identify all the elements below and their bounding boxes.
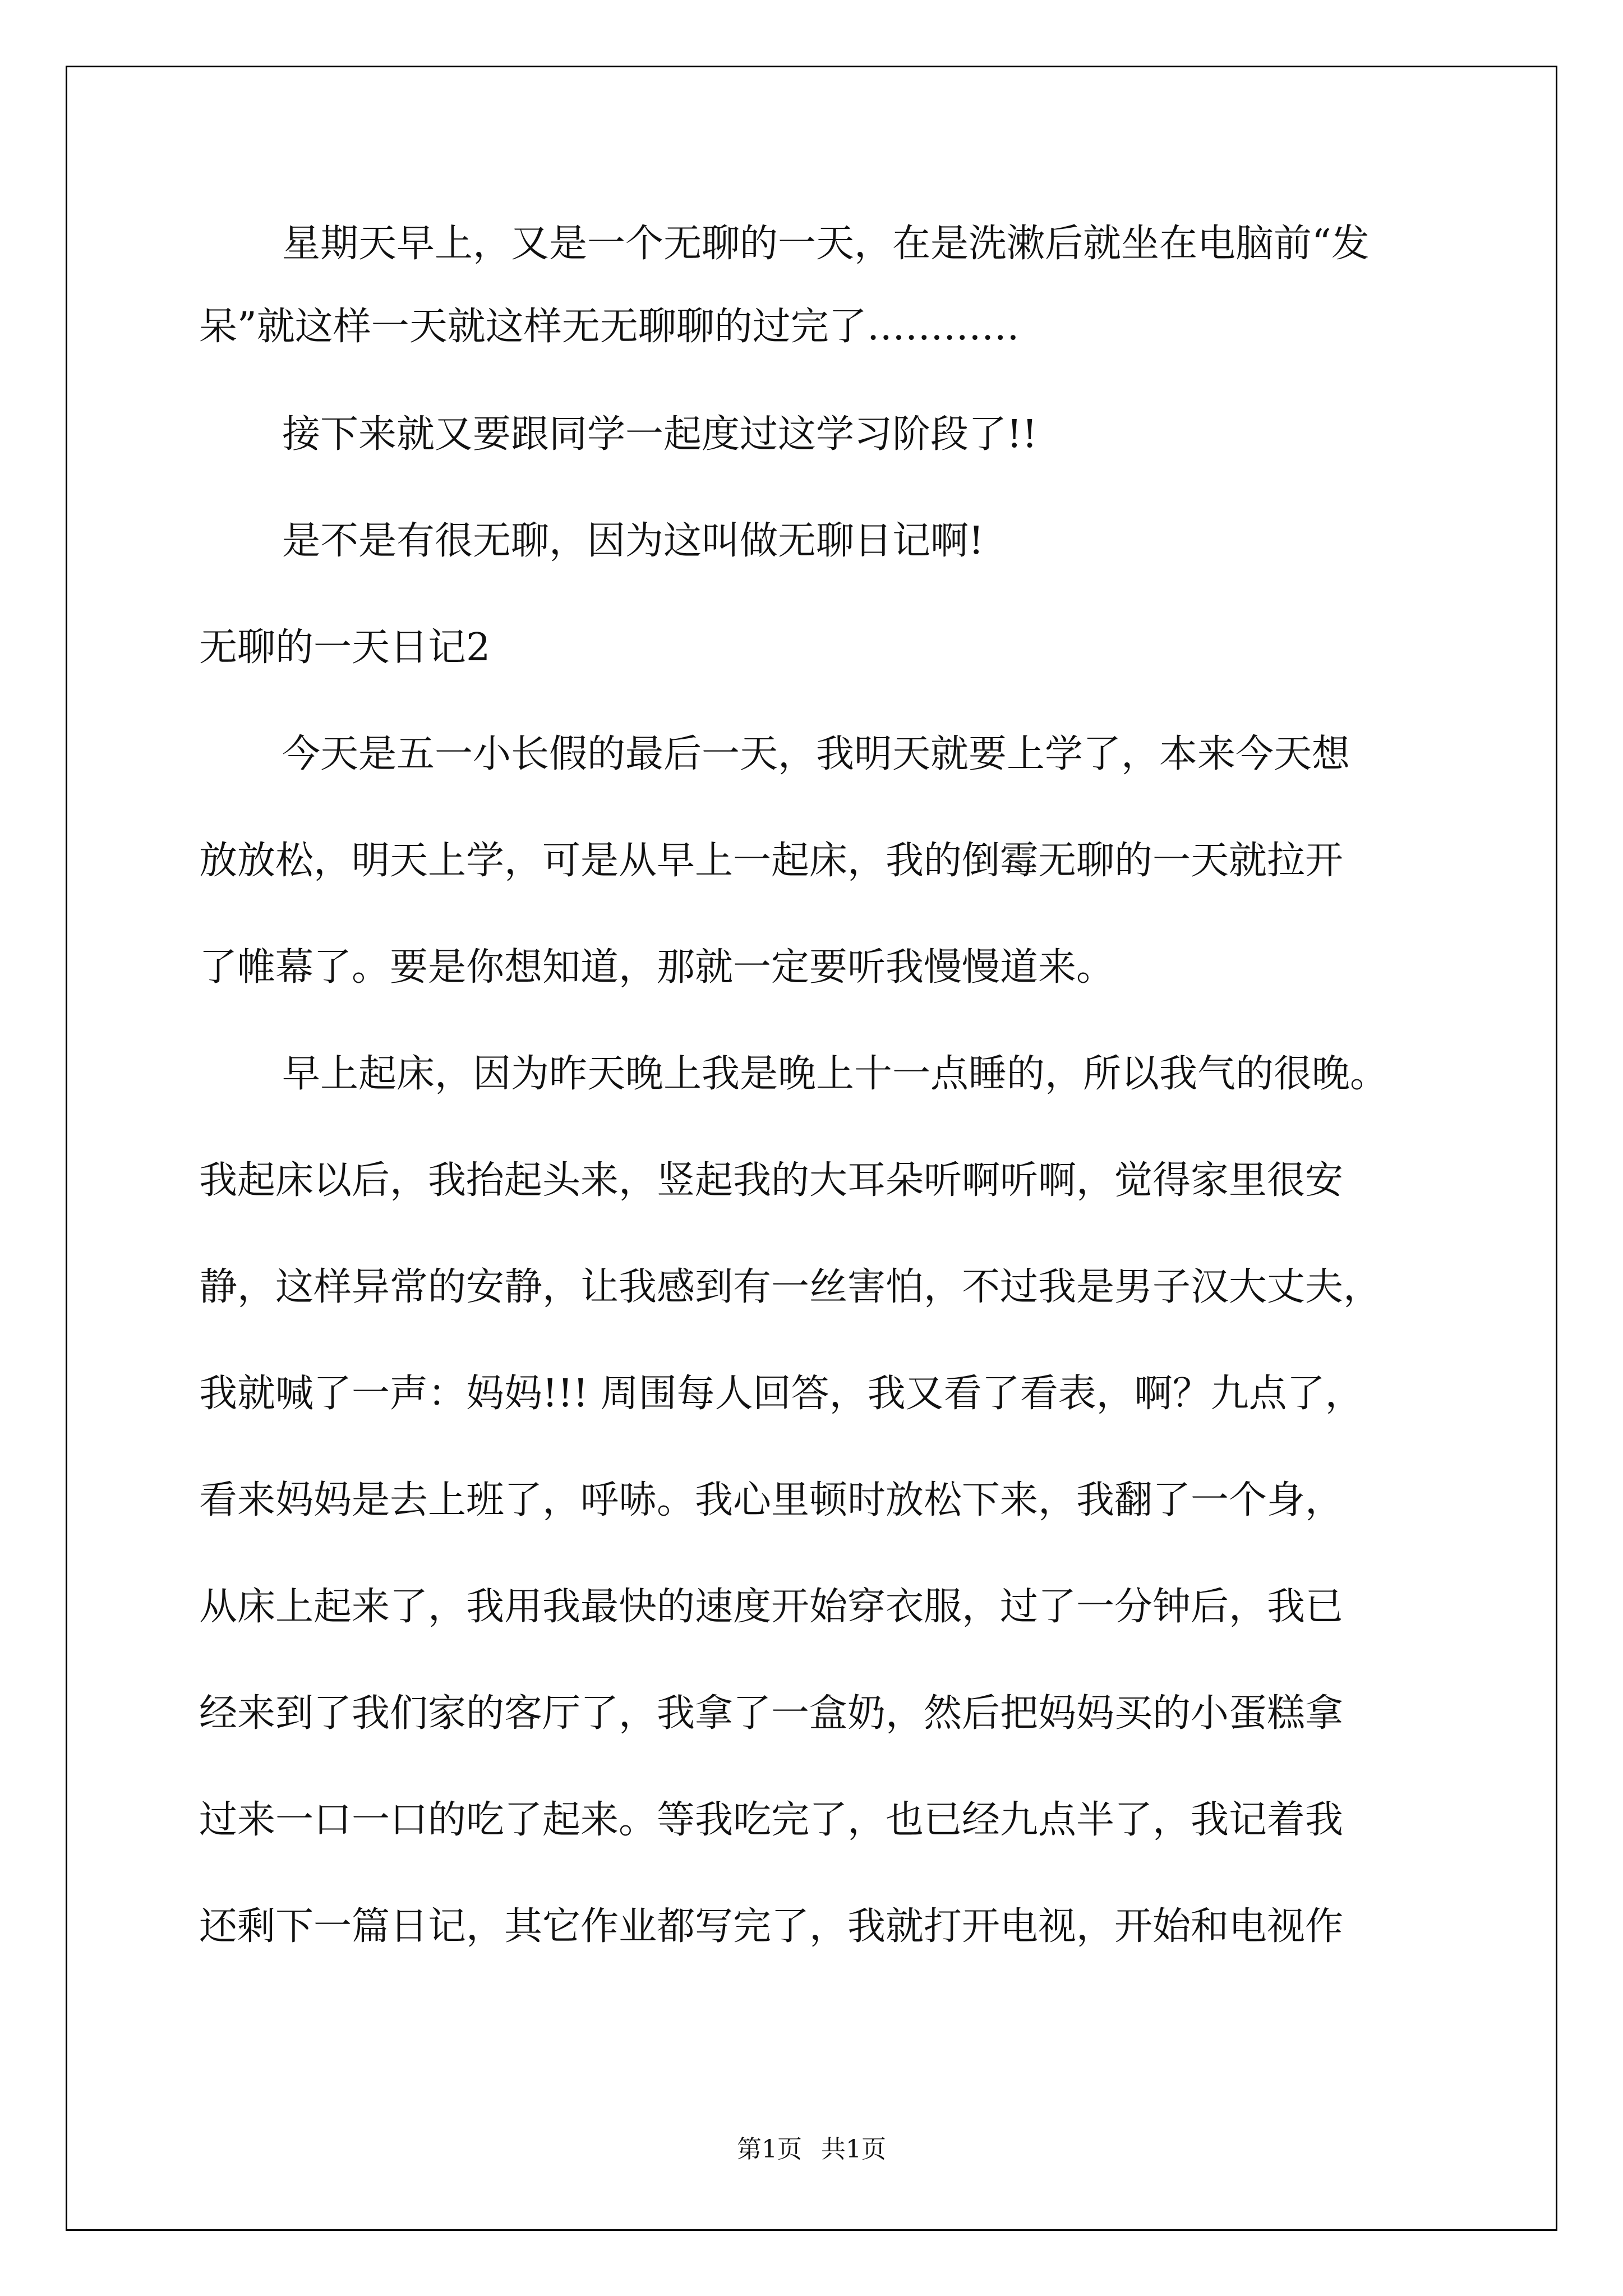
paragraph-line: 经来到了我们家的客厅了，我拿了一盒奶，然后把妈妈买的小蛋糕拿 <box>199 1691 1344 1736</box>
paragraph-line: 还剩下一篇日记，其它作业都写完了，我就打开电视，开始和电视作 <box>199 1904 1344 1949</box>
paragraph-line: 接下来就又要跟同学一起度过这学习阶段了!! <box>282 412 1038 457</box>
paragraph-line: 我起床以后，我抬起头来，竖起我的大耳朵听啊听啊，觉得家里很安 <box>199 1158 1344 1203</box>
paragraph-line: 今天是五一小长假的最后一天，我明天就要上学了，本来今天想 <box>282 732 1350 776</box>
paragraph-line: 放放松，明天上学，可是从早上一起床，我的倒霉无聊的一天就拉开 <box>199 839 1344 883</box>
paragraph-line: 是不是有很无聊，因为这叫做无聊日记啊! <box>282 519 984 563</box>
page-total: 共1页 <box>821 2135 886 2164</box>
page-footer <box>0 2129 1623 2165</box>
paragraph-line: 过来一口一口的吃了起来。等我吃完了，也已经九点半了，我记着我 <box>199 1798 1344 1842</box>
paragraph-line: 呆”就这样一天就这样无无聊聊的过完了………… <box>199 305 1020 349</box>
paragraph-line: 看来妈妈是去上班了，呼哧。我心里顿时放松下来，我翻了一个身， <box>199 1478 1344 1522</box>
page-number: 第1页 <box>737 2135 802 2164</box>
paragraph-line: 静，这样异常的安静，让我感到有一丝害怕，不过我是男子汉大丈夫， <box>199 1265 1382 1309</box>
paragraph-line: 早上起床，因为昨天晚上我是晚上十一点睡的，所以我气的很晚。 <box>282 1052 1389 1096</box>
paragraph-line: 星期天早上，又是一个无聊的一天，在是洗漱后就坐在电脑前“发 <box>282 222 1370 266</box>
paragraph-line: 我就喊了一声：妈妈!!! 周围每人回答，我又看了看表，啊？九点了， <box>199 1372 1363 1416</box>
paragraph-line: 从床上起来了，我用我最快的速度开始穿衣服，过了一分钟后，我已 <box>199 1585 1344 1629</box>
section-heading: 无聊的一天日记2 <box>199 625 491 670</box>
paragraph-line: 了帷幕了。要是你想知道，那就一定要听我慢慢道来。 <box>199 945 1115 990</box>
